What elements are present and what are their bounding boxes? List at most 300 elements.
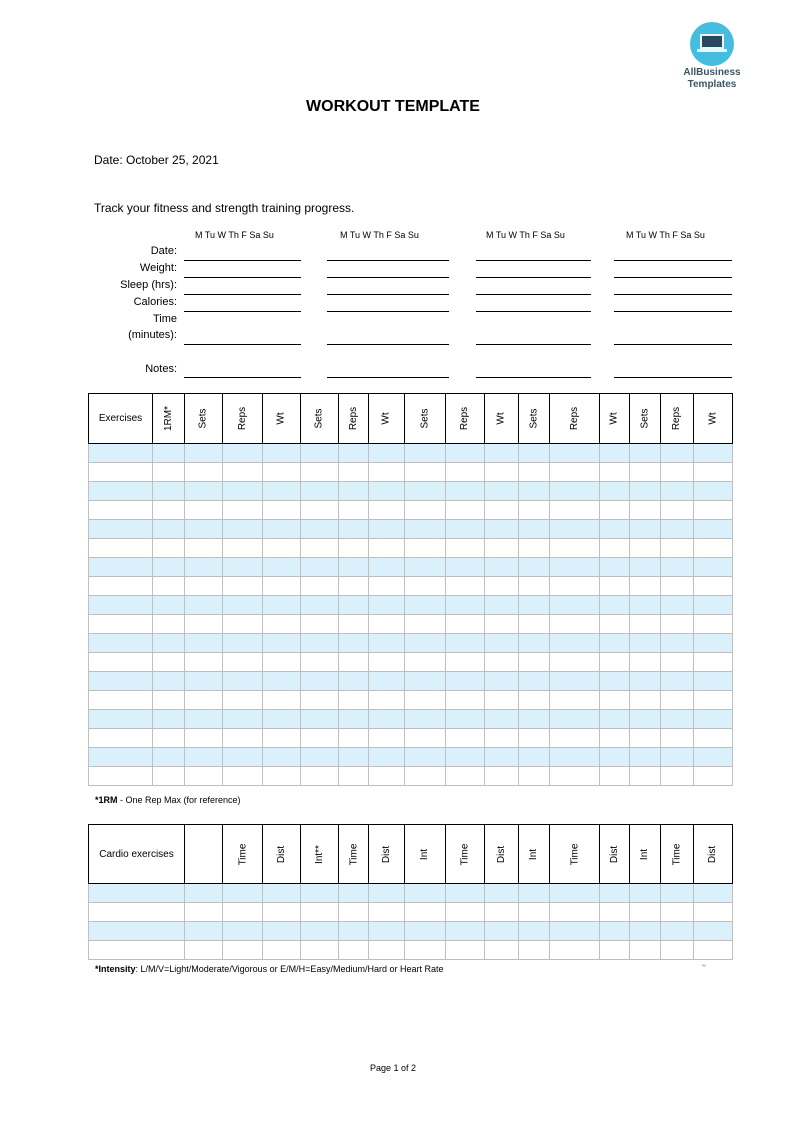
table-cell[interactable] bbox=[405, 922, 446, 941]
table-cell[interactable] bbox=[550, 577, 600, 596]
table-cell[interactable] bbox=[339, 577, 369, 596]
table-cell[interactable] bbox=[339, 941, 369, 960]
table-cell[interactable] bbox=[263, 767, 301, 786]
table-cell[interactable] bbox=[550, 691, 600, 710]
fill-in-line[interactable] bbox=[184, 377, 301, 378]
table-cell[interactable] bbox=[630, 463, 661, 482]
table-cell[interactable] bbox=[339, 501, 369, 520]
table-cell[interactable] bbox=[485, 596, 519, 615]
table-cell[interactable] bbox=[339, 729, 369, 748]
table-cell[interactable] bbox=[223, 634, 263, 653]
table-cell[interactable] bbox=[446, 922, 485, 941]
table-cell[interactable] bbox=[153, 444, 185, 463]
table-cell[interactable] bbox=[263, 691, 301, 710]
table-cell[interactable] bbox=[661, 710, 694, 729]
table-cell[interactable] bbox=[600, 615, 630, 634]
fill-in-line[interactable] bbox=[327, 277, 449, 278]
table-cell[interactable] bbox=[446, 903, 485, 922]
table-cell[interactable] bbox=[600, 596, 630, 615]
table-cell[interactable] bbox=[185, 634, 223, 653]
table-cell[interactable] bbox=[339, 482, 369, 501]
table-cell[interactable] bbox=[519, 596, 550, 615]
table-cell[interactable] bbox=[550, 748, 600, 767]
table-cell[interactable] bbox=[405, 748, 446, 767]
table-cell[interactable] bbox=[405, 634, 446, 653]
table-cell[interactable] bbox=[661, 691, 694, 710]
table-cell[interactable] bbox=[550, 634, 600, 653]
table-cell[interactable] bbox=[185, 672, 223, 691]
table-cell[interactable] bbox=[661, 729, 694, 748]
fill-in-line[interactable] bbox=[476, 260, 591, 261]
table-cell[interactable] bbox=[89, 767, 153, 786]
table-cell[interactable] bbox=[600, 558, 630, 577]
table-cell[interactable] bbox=[630, 710, 661, 729]
table-cell[interactable] bbox=[369, 558, 405, 577]
fill-in-line[interactable] bbox=[614, 377, 732, 378]
table-cell[interactable] bbox=[185, 767, 223, 786]
table-cell[interactable] bbox=[405, 672, 446, 691]
table-cell[interactable] bbox=[550, 444, 600, 463]
table-cell[interactable] bbox=[263, 463, 301, 482]
table-cell[interactable] bbox=[405, 501, 446, 520]
table-cell[interactable] bbox=[600, 482, 630, 501]
fill-in-line[interactable] bbox=[184, 294, 301, 295]
table-cell[interactable] bbox=[153, 748, 185, 767]
table-cell[interactable] bbox=[301, 634, 339, 653]
table-cell[interactable] bbox=[369, 615, 405, 634]
table-cell[interactable] bbox=[153, 596, 185, 615]
table-cell[interactable] bbox=[694, 444, 733, 463]
table-cell[interactable] bbox=[185, 748, 223, 767]
table-cell[interactable] bbox=[153, 520, 185, 539]
table-cell[interactable] bbox=[519, 463, 550, 482]
table-cell[interactable] bbox=[185, 501, 223, 520]
table-cell[interactable] bbox=[661, 653, 694, 672]
table-cell[interactable] bbox=[694, 884, 733, 903]
table-cell[interactable] bbox=[446, 539, 485, 558]
table-cell[interactable] bbox=[153, 672, 185, 691]
table-cell[interactable] bbox=[185, 729, 223, 748]
table-cell[interactable] bbox=[405, 539, 446, 558]
table-cell[interactable] bbox=[89, 596, 153, 615]
table-cell[interactable] bbox=[519, 922, 550, 941]
table-cell[interactable] bbox=[263, 710, 301, 729]
table-cell[interactable] bbox=[405, 520, 446, 539]
table-cell[interactable] bbox=[369, 653, 405, 672]
table-cell[interactable] bbox=[263, 520, 301, 539]
table-cell[interactable] bbox=[301, 884, 339, 903]
table-cell[interactable] bbox=[446, 558, 485, 577]
table-cell[interactable] bbox=[263, 482, 301, 501]
table-cell[interactable] bbox=[661, 577, 694, 596]
table-cell[interactable] bbox=[405, 729, 446, 748]
table-cell[interactable] bbox=[519, 444, 550, 463]
table-cell[interactable] bbox=[369, 922, 405, 941]
table-cell[interactable] bbox=[485, 748, 519, 767]
table-cell[interactable] bbox=[153, 463, 185, 482]
table-cell[interactable] bbox=[185, 884, 223, 903]
table-cell[interactable] bbox=[89, 634, 153, 653]
table-cell[interactable] bbox=[301, 501, 339, 520]
table-cell[interactable] bbox=[405, 653, 446, 672]
table-cell[interactable] bbox=[405, 596, 446, 615]
table-cell[interactable] bbox=[263, 903, 301, 922]
fill-in-line[interactable] bbox=[614, 260, 732, 261]
table-cell[interactable] bbox=[405, 884, 446, 903]
table-cell[interactable] bbox=[630, 748, 661, 767]
table-cell[interactable] bbox=[630, 672, 661, 691]
table-cell[interactable] bbox=[89, 903, 185, 922]
table-cell[interactable] bbox=[694, 539, 733, 558]
table-cell[interactable] bbox=[263, 577, 301, 596]
table-cell[interactable] bbox=[694, 520, 733, 539]
table-cell[interactable] bbox=[223, 615, 263, 634]
table-cell[interactable] bbox=[89, 520, 153, 539]
table-cell[interactable] bbox=[223, 767, 263, 786]
table-cell[interactable] bbox=[661, 903, 694, 922]
table-cell[interactable] bbox=[223, 941, 263, 960]
table-cell[interactable] bbox=[89, 482, 153, 501]
table-cell[interactable] bbox=[630, 615, 661, 634]
table-cell[interactable] bbox=[446, 615, 485, 634]
table-cell[interactable] bbox=[694, 691, 733, 710]
fill-in-line[interactable] bbox=[184, 344, 301, 345]
table-cell[interactable] bbox=[446, 884, 485, 903]
table-cell[interactable] bbox=[630, 577, 661, 596]
table-cell[interactable] bbox=[661, 539, 694, 558]
table-cell[interactable] bbox=[185, 463, 223, 482]
table-cell[interactable] bbox=[550, 710, 600, 729]
table-cell[interactable] bbox=[369, 903, 405, 922]
table-cell[interactable] bbox=[485, 615, 519, 634]
table-cell[interactable] bbox=[185, 558, 223, 577]
table-cell[interactable] bbox=[263, 672, 301, 691]
table-cell[interactable] bbox=[369, 691, 405, 710]
table-cell[interactable] bbox=[661, 767, 694, 786]
table-cell[interactable] bbox=[550, 596, 600, 615]
table-cell[interactable] bbox=[339, 634, 369, 653]
table-cell[interactable] bbox=[519, 767, 550, 786]
table-cell[interactable] bbox=[600, 884, 630, 903]
table-cell[interactable] bbox=[630, 444, 661, 463]
fill-in-line[interactable] bbox=[614, 344, 732, 345]
table-cell[interactable] bbox=[153, 482, 185, 501]
table-cell[interactable] bbox=[153, 691, 185, 710]
table-cell[interactable] bbox=[405, 444, 446, 463]
table-cell[interactable] bbox=[694, 710, 733, 729]
fill-in-line[interactable] bbox=[614, 294, 732, 295]
table-cell[interactable] bbox=[369, 596, 405, 615]
table-cell[interactable] bbox=[550, 558, 600, 577]
table-cell[interactable] bbox=[301, 903, 339, 922]
fill-in-line[interactable] bbox=[327, 311, 449, 312]
table-cell[interactable] bbox=[185, 577, 223, 596]
table-cell[interactable] bbox=[369, 539, 405, 558]
table-cell[interactable] bbox=[630, 558, 661, 577]
table-cell[interactable] bbox=[694, 463, 733, 482]
table-cell[interactable] bbox=[405, 615, 446, 634]
table-cell[interactable] bbox=[600, 748, 630, 767]
table-cell[interactable] bbox=[550, 672, 600, 691]
table-cell[interactable] bbox=[339, 653, 369, 672]
table-cell[interactable] bbox=[339, 444, 369, 463]
table-cell[interactable] bbox=[446, 691, 485, 710]
table-cell[interactable] bbox=[185, 520, 223, 539]
table-cell[interactable] bbox=[600, 653, 630, 672]
table-cell[interactable] bbox=[630, 729, 661, 748]
table-cell[interactable] bbox=[185, 615, 223, 634]
table-cell[interactable] bbox=[694, 903, 733, 922]
table-cell[interactable] bbox=[301, 672, 339, 691]
table-cell[interactable] bbox=[485, 710, 519, 729]
table-cell[interactable] bbox=[405, 767, 446, 786]
table-cell[interactable] bbox=[263, 884, 301, 903]
table-cell[interactable] bbox=[661, 501, 694, 520]
table-cell[interactable] bbox=[694, 748, 733, 767]
table-cell[interactable] bbox=[89, 653, 153, 672]
table-cell[interactable] bbox=[153, 539, 185, 558]
fill-in-line[interactable] bbox=[327, 260, 449, 261]
table-cell[interactable] bbox=[369, 884, 405, 903]
table-cell[interactable] bbox=[550, 539, 600, 558]
table-cell[interactable] bbox=[263, 729, 301, 748]
fill-in-line[interactable] bbox=[327, 294, 449, 295]
table-cell[interactable] bbox=[405, 710, 446, 729]
table-cell[interactable] bbox=[446, 520, 485, 539]
table-cell[interactable] bbox=[153, 634, 185, 653]
fill-in-line[interactable] bbox=[327, 344, 449, 345]
table-cell[interactable] bbox=[223, 482, 263, 501]
table-cell[interactable] bbox=[339, 520, 369, 539]
table-cell[interactable] bbox=[485, 482, 519, 501]
table-cell[interactable] bbox=[600, 903, 630, 922]
table-cell[interactable] bbox=[301, 615, 339, 634]
fill-in-line[interactable] bbox=[476, 294, 591, 295]
table-cell[interactable] bbox=[405, 482, 446, 501]
table-cell[interactable] bbox=[223, 520, 263, 539]
table-cell[interactable] bbox=[153, 767, 185, 786]
table-cell[interactable] bbox=[153, 710, 185, 729]
table-cell[interactable] bbox=[550, 482, 600, 501]
table-cell[interactable] bbox=[89, 444, 153, 463]
table-cell[interactable] bbox=[89, 577, 153, 596]
table-cell[interactable] bbox=[661, 596, 694, 615]
table-cell[interactable] bbox=[485, 520, 519, 539]
fill-in-line[interactable] bbox=[476, 277, 591, 278]
table-cell[interactable] bbox=[263, 444, 301, 463]
table-cell[interactable] bbox=[263, 615, 301, 634]
table-cell[interactable] bbox=[550, 903, 600, 922]
table-cell[interactable] bbox=[446, 941, 485, 960]
table-cell[interactable] bbox=[661, 634, 694, 653]
table-cell[interactable] bbox=[630, 482, 661, 501]
table-cell[interactable] bbox=[185, 596, 223, 615]
table-cell[interactable] bbox=[661, 558, 694, 577]
table-cell[interactable] bbox=[369, 672, 405, 691]
table-cell[interactable] bbox=[223, 884, 263, 903]
table-cell[interactable] bbox=[301, 539, 339, 558]
fill-in-line[interactable] bbox=[476, 344, 591, 345]
fill-in-line[interactable] bbox=[327, 377, 449, 378]
table-cell[interactable] bbox=[630, 767, 661, 786]
table-cell[interactable] bbox=[485, 653, 519, 672]
table-cell[interactable] bbox=[600, 501, 630, 520]
table-cell[interactable] bbox=[485, 501, 519, 520]
table-cell[interactable] bbox=[369, 501, 405, 520]
table-cell[interactable] bbox=[153, 501, 185, 520]
table-cell[interactable] bbox=[89, 729, 153, 748]
table-cell[interactable] bbox=[89, 463, 153, 482]
table-cell[interactable] bbox=[223, 596, 263, 615]
table-cell[interactable] bbox=[446, 444, 485, 463]
table-cell[interactable] bbox=[694, 558, 733, 577]
table-cell[interactable] bbox=[519, 710, 550, 729]
table-cell[interactable] bbox=[661, 463, 694, 482]
table-cell[interactable] bbox=[485, 539, 519, 558]
table-cell[interactable] bbox=[339, 748, 369, 767]
table-cell[interactable] bbox=[301, 767, 339, 786]
table-cell[interactable] bbox=[485, 941, 519, 960]
table-cell[interactable] bbox=[600, 710, 630, 729]
table-cell[interactable] bbox=[301, 577, 339, 596]
table-cell[interactable] bbox=[301, 922, 339, 941]
fill-in-line[interactable] bbox=[476, 377, 591, 378]
table-cell[interactable] bbox=[550, 941, 600, 960]
table-cell[interactable] bbox=[263, 634, 301, 653]
table-cell[interactable] bbox=[600, 767, 630, 786]
table-cell[interactable] bbox=[661, 482, 694, 501]
table-cell[interactable] bbox=[223, 444, 263, 463]
table-cell[interactable] bbox=[339, 691, 369, 710]
table-cell[interactable] bbox=[223, 501, 263, 520]
table-cell[interactable] bbox=[550, 922, 600, 941]
table-cell[interactable] bbox=[446, 634, 485, 653]
table-cell[interactable] bbox=[485, 558, 519, 577]
table-cell[interactable] bbox=[223, 922, 263, 941]
table-cell[interactable] bbox=[301, 691, 339, 710]
table-cell[interactable] bbox=[485, 691, 519, 710]
table-cell[interactable] bbox=[519, 903, 550, 922]
table-cell[interactable] bbox=[223, 672, 263, 691]
table-cell[interactable] bbox=[339, 596, 369, 615]
table-cell[interactable] bbox=[661, 672, 694, 691]
table-cell[interactable] bbox=[263, 748, 301, 767]
table-cell[interactable] bbox=[223, 903, 263, 922]
table-cell[interactable] bbox=[369, 729, 405, 748]
table-cell[interactable] bbox=[89, 672, 153, 691]
table-cell[interactable] bbox=[519, 539, 550, 558]
table-cell[interactable] bbox=[339, 903, 369, 922]
table-cell[interactable] bbox=[485, 634, 519, 653]
table-cell[interactable] bbox=[694, 482, 733, 501]
table-cell[interactable] bbox=[661, 884, 694, 903]
table-cell[interactable] bbox=[519, 615, 550, 634]
table-cell[interactable] bbox=[369, 634, 405, 653]
table-cell[interactable] bbox=[89, 558, 153, 577]
table-cell[interactable] bbox=[223, 558, 263, 577]
table-cell[interactable] bbox=[550, 653, 600, 672]
table-cell[interactable] bbox=[519, 748, 550, 767]
table-cell[interactable] bbox=[600, 634, 630, 653]
table-cell[interactable] bbox=[694, 596, 733, 615]
table-cell[interactable] bbox=[89, 884, 185, 903]
table-cell[interactable] bbox=[446, 482, 485, 501]
table-cell[interactable] bbox=[694, 729, 733, 748]
table-cell[interactable] bbox=[485, 577, 519, 596]
table-cell[interactable] bbox=[405, 558, 446, 577]
table-cell[interactable] bbox=[630, 596, 661, 615]
table-cell[interactable] bbox=[485, 444, 519, 463]
table-cell[interactable] bbox=[600, 672, 630, 691]
table-cell[interactable] bbox=[153, 558, 185, 577]
table-cell[interactable] bbox=[519, 941, 550, 960]
table-cell[interactable] bbox=[600, 520, 630, 539]
table-cell[interactable] bbox=[405, 691, 446, 710]
table-cell[interactable] bbox=[405, 941, 446, 960]
table-cell[interactable] bbox=[446, 501, 485, 520]
table-cell[interactable] bbox=[485, 884, 519, 903]
table-cell[interactable] bbox=[446, 729, 485, 748]
table-cell[interactable] bbox=[369, 748, 405, 767]
table-cell[interactable] bbox=[446, 577, 485, 596]
table-cell[interactable] bbox=[694, 767, 733, 786]
table-cell[interactable] bbox=[185, 941, 223, 960]
table-cell[interactable] bbox=[89, 691, 153, 710]
table-cell[interactable] bbox=[600, 577, 630, 596]
table-cell[interactable] bbox=[600, 444, 630, 463]
table-cell[interactable] bbox=[694, 577, 733, 596]
table-cell[interactable] bbox=[263, 558, 301, 577]
table-cell[interactable] bbox=[369, 482, 405, 501]
table-cell[interactable] bbox=[185, 539, 223, 558]
table-cell[interactable] bbox=[263, 539, 301, 558]
table-cell[interactable] bbox=[185, 710, 223, 729]
table-cell[interactable] bbox=[630, 634, 661, 653]
table-cell[interactable] bbox=[630, 922, 661, 941]
table-cell[interactable] bbox=[661, 615, 694, 634]
table-cell[interactable] bbox=[263, 941, 301, 960]
table-cell[interactable] bbox=[446, 672, 485, 691]
table-cell[interactable] bbox=[519, 691, 550, 710]
table-cell[interactable] bbox=[446, 767, 485, 786]
table-cell[interactable] bbox=[550, 615, 600, 634]
table-cell[interactable] bbox=[630, 691, 661, 710]
table-cell[interactable] bbox=[89, 615, 153, 634]
table-cell[interactable] bbox=[600, 691, 630, 710]
table-cell[interactable] bbox=[369, 444, 405, 463]
table-cell[interactable] bbox=[600, 922, 630, 941]
table-cell[interactable] bbox=[485, 463, 519, 482]
table-cell[interactable] bbox=[661, 520, 694, 539]
table-cell[interactable] bbox=[185, 482, 223, 501]
table-cell[interactable] bbox=[630, 501, 661, 520]
table-cell[interactable] bbox=[485, 672, 519, 691]
fill-in-line[interactable] bbox=[614, 311, 732, 312]
table-cell[interactable] bbox=[519, 520, 550, 539]
table-cell[interactable] bbox=[405, 903, 446, 922]
table-cell[interactable] bbox=[600, 941, 630, 960]
table-cell[interactable] bbox=[485, 922, 519, 941]
table-cell[interactable] bbox=[301, 710, 339, 729]
table-cell[interactable] bbox=[369, 463, 405, 482]
table-cell[interactable] bbox=[263, 501, 301, 520]
table-cell[interactable] bbox=[550, 767, 600, 786]
table-cell[interactable] bbox=[550, 463, 600, 482]
table-cell[interactable] bbox=[339, 767, 369, 786]
table-cell[interactable] bbox=[369, 941, 405, 960]
table-cell[interactable] bbox=[89, 501, 153, 520]
table-cell[interactable] bbox=[223, 748, 263, 767]
